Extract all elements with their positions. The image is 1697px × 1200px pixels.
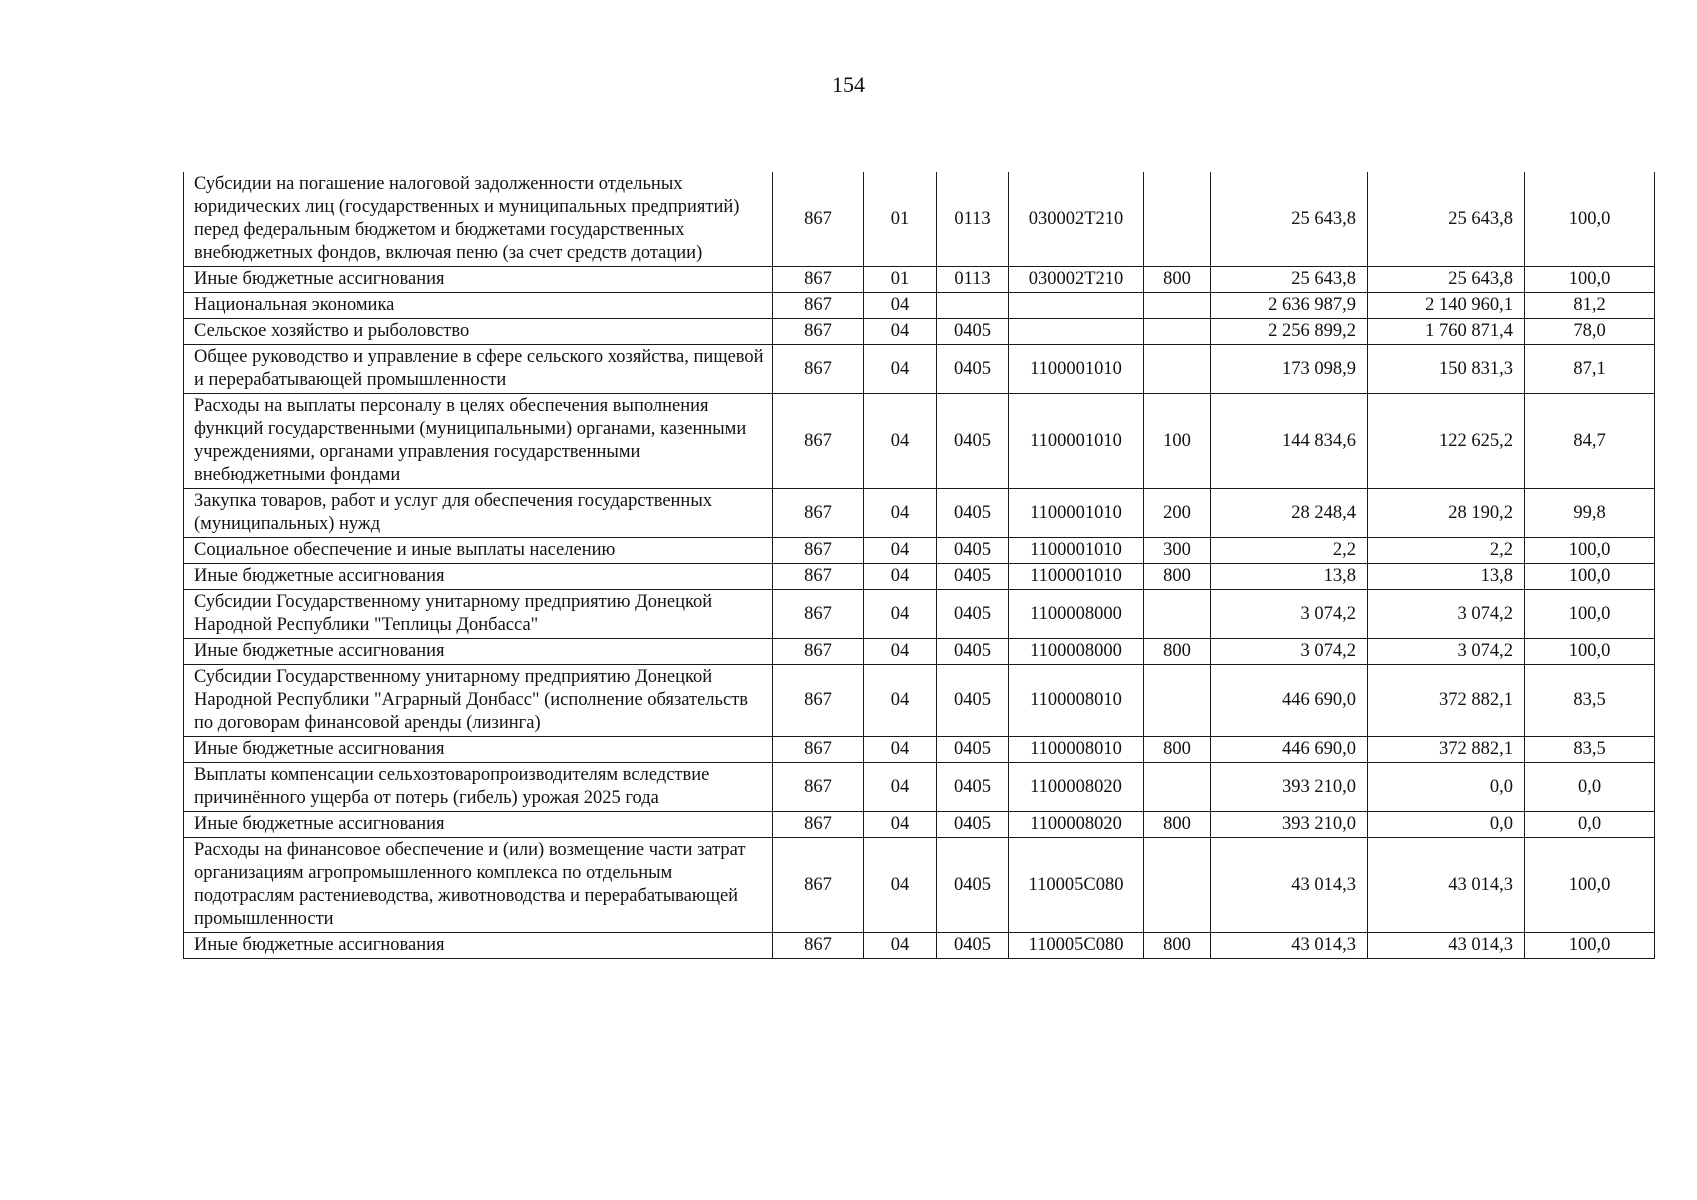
ministry-code: 867 [773,564,864,590]
executed-amount: 13,8 [1368,564,1525,590]
table-row [184,564,1655,590]
execution-percent: 87,1 [1525,345,1655,394]
target-article-code: 1100001010 [1009,345,1144,394]
section-code: 04 [864,394,937,489]
table-row [184,665,1655,737]
target-article-code: 1100008010 [1009,737,1144,763]
executed-amount: 122 625,2 [1368,394,1525,489]
executed-amount: 0,0 [1368,812,1525,838]
section-code: 04 [864,812,937,838]
executed-amount: 3 074,2 [1368,639,1525,665]
executed-amount: 25 643,8 [1368,267,1525,293]
table-row [184,639,1655,665]
planned-amount: 28 248,4 [1211,489,1368,538]
table-row [184,172,1655,267]
planned-amount: 173 098,9 [1211,345,1368,394]
planned-amount: 446 690,0 [1211,737,1368,763]
execution-percent: 100,0 [1525,838,1655,933]
executed-amount: 25 643,8 [1368,172,1525,267]
expense-type-code [1144,319,1211,345]
executed-amount: 43 014,3 [1368,933,1525,959]
execution-percent: 100,0 [1525,933,1655,959]
table-row [184,345,1655,394]
planned-amount: 393 210,0 [1211,763,1368,812]
execution-percent: 78,0 [1525,319,1655,345]
expense-type-code: 200 [1144,489,1211,538]
executed-amount: 43 014,3 [1368,838,1525,933]
executed-amount: 372 882,1 [1368,665,1525,737]
expense-type-code: 800 [1144,812,1211,838]
execution-percent: 100,0 [1525,564,1655,590]
ministry-code: 867 [773,293,864,319]
table-row [184,812,1655,838]
subsection-code: 0113 [937,267,1009,293]
budget-table [183,172,1655,959]
planned-amount: 2,2 [1211,538,1368,564]
item-name: Расходы на выплаты персоналу в целях обеспечения выполнения функций государственными (муниципальными) органами, казенными учреждениями, органами управления государственными внебюджетными фондами [184,394,773,489]
target-article-code: 110005С080 [1009,838,1144,933]
section-code: 04 [864,737,937,763]
subsection-code: 0405 [937,763,1009,812]
execution-percent: 81,2 [1525,293,1655,319]
executed-amount: 2,2 [1368,538,1525,564]
table-row [184,319,1655,345]
expense-type-code [1144,345,1211,394]
target-article-code: 1100001010 [1009,489,1144,538]
target-article-code: 1100001010 [1009,564,1144,590]
expense-type-code [1144,838,1211,933]
item-name: Иные бюджетные ассигнования [184,933,773,959]
table-row [184,933,1655,959]
target-article-code: 1100001010 [1009,538,1144,564]
table-row [184,737,1655,763]
target-article-code [1009,293,1144,319]
ministry-code: 867 [773,267,864,293]
execution-percent: 100,0 [1525,172,1655,267]
section-code: 04 [864,489,937,538]
subsection-code: 0405 [937,639,1009,665]
item-name: Национальная экономика [184,293,773,319]
section-code: 04 [864,564,937,590]
item-name: Иные бюджетные ассигнования [184,267,773,293]
target-article-code: 1100001010 [1009,394,1144,489]
expense-type-code [1144,763,1211,812]
executed-amount: 372 882,1 [1368,737,1525,763]
item-name: Выплаты компенсации сельхозтоваропроизводителям вследствие причинённого ущерба от потерь (гибель) урожая 2025 года [184,763,773,812]
planned-amount: 3 074,2 [1211,590,1368,639]
expense-type-code: 800 [1144,933,1211,959]
planned-amount: 13,8 [1211,564,1368,590]
section-code: 04 [864,590,937,639]
target-article-code: 030002Т210 [1009,267,1144,293]
executed-amount: 1 760 871,4 [1368,319,1525,345]
ministry-code: 867 [773,538,864,564]
execution-percent: 0,0 [1525,763,1655,812]
planned-amount: 25 643,8 [1211,172,1368,267]
subsection-code: 0405 [937,665,1009,737]
planned-amount: 3 074,2 [1211,639,1368,665]
table-row [184,394,1655,489]
planned-amount: 393 210,0 [1211,812,1368,838]
item-name: Иные бюджетные ассигнования [184,564,773,590]
ministry-code: 867 [773,590,864,639]
item-name: Социальное обеспечение и иные выплаты населению [184,538,773,564]
expense-type-code [1144,293,1211,319]
execution-percent: 99,8 [1525,489,1655,538]
ministry-code: 867 [773,639,864,665]
expense-type-code: 100 [1144,394,1211,489]
expense-type-code: 800 [1144,737,1211,763]
table-row [184,590,1655,639]
subsection-code: 0405 [937,319,1009,345]
expense-type-code: 800 [1144,267,1211,293]
executed-amount: 0,0 [1368,763,1525,812]
expense-type-code: 800 [1144,564,1211,590]
expense-type-code [1144,172,1211,267]
planned-amount: 144 834,6 [1211,394,1368,489]
ministry-code: 867 [773,172,864,267]
section-code: 04 [864,838,937,933]
execution-percent: 100,0 [1525,538,1655,564]
ministry-code: 867 [773,933,864,959]
execution-percent: 100,0 [1525,267,1655,293]
executed-amount: 28 190,2 [1368,489,1525,538]
subsection-code: 0405 [937,838,1009,933]
planned-amount: 2 256 899,2 [1211,319,1368,345]
ministry-code: 867 [773,345,864,394]
planned-amount: 2 636 987,9 [1211,293,1368,319]
execution-percent: 100,0 [1525,590,1655,639]
subsection-code: 0405 [937,564,1009,590]
planned-amount: 446 690,0 [1211,665,1368,737]
table-row [184,293,1655,319]
section-code: 04 [864,319,937,345]
page-number: 154 [832,72,865,97]
table-row [184,267,1655,293]
expense-type-code [1144,665,1211,737]
target-article-code: 1100008010 [1009,665,1144,737]
item-name: Субсидии на погашение налоговой задолженности отдельных юридических лиц (государственных и муниципальных предприятий) перед федеральным бюджетом и бюджетами государственных внебюджетных фондов, включая пеню (за счет средств дотации) [184,172,773,267]
target-article-code: 110005С080 [1009,933,1144,959]
execution-percent: 84,7 [1525,394,1655,489]
ministry-code: 867 [773,737,864,763]
subsection-code: 0405 [937,394,1009,489]
section-code: 04 [864,538,937,564]
subsection-code: 0405 [937,345,1009,394]
ministry-code: 867 [773,812,864,838]
subsection-code [937,293,1009,319]
expense-type-code: 800 [1144,639,1211,665]
executed-amount: 150 831,3 [1368,345,1525,394]
section-code: 04 [864,763,937,812]
execution-percent: 100,0 [1525,639,1655,665]
subsection-code: 0405 [937,812,1009,838]
ministry-code: 867 [773,489,864,538]
target-article-code: 1100008020 [1009,763,1144,812]
table-body [184,172,1655,959]
planned-amount: 43 014,3 [1211,838,1368,933]
table-row [184,838,1655,933]
ministry-code: 867 [773,838,864,933]
section-code: 04 [864,665,937,737]
section-code: 04 [864,639,937,665]
subsection-code: 0405 [937,737,1009,763]
item-name: Субсидии Государственному унитарному предприятию Донецкой Народной Республики "Аграрный Донбасс" (исполнение обязательств по договорам финансовой аренды (лизинга) [184,665,773,737]
item-name: Иные бюджетные ассигнования [184,737,773,763]
target-article-code: 030002Т210 [1009,172,1144,267]
ministry-code: 867 [773,394,864,489]
section-code: 04 [864,345,937,394]
item-name: Закупка товаров, работ и услуг для обеспечения государственных (муниципальных) нужд [184,489,773,538]
table-row [184,538,1655,564]
execution-percent: 83,5 [1525,665,1655,737]
ministry-code: 867 [773,319,864,345]
ministry-code: 867 [773,665,864,737]
execution-percent: 83,5 [1525,737,1655,763]
item-name: Иные бюджетные ассигнования [184,812,773,838]
section-code: 04 [864,933,937,959]
execution-percent: 0,0 [1525,812,1655,838]
target-article-code: 1100008000 [1009,590,1144,639]
subsection-code: 0405 [937,538,1009,564]
subsection-code: 0405 [937,590,1009,639]
item-name: Расходы на финансовое обеспечение и (или) возмещение части затрат организациям агропромышленного комплекса по отдельным подотраслям растениеводства, животноводства и перерабатывающей промышленности [184,838,773,933]
target-article-code [1009,319,1144,345]
executed-amount: 2 140 960,1 [1368,293,1525,319]
ministry-code: 867 [773,763,864,812]
target-article-code: 1100008020 [1009,812,1144,838]
item-name: Субсидии Государственному унитарному предприятию Донецкой Народной Республики "Теплицы Донбасса" [184,590,773,639]
subsection-code: 0405 [937,933,1009,959]
subsection-code: 0113 [937,172,1009,267]
section-code: 04 [864,293,937,319]
section-code: 01 [864,267,937,293]
expense-type-code [1144,590,1211,639]
item-name: Сельское хозяйство и рыболовство [184,319,773,345]
item-name: Общее руководство и управление в сфере сельского хозяйства, пищевой и перерабатывающей промышленности [184,345,773,394]
expense-type-code: 300 [1144,538,1211,564]
item-name: Иные бюджетные ассигнования [184,639,773,665]
table-row [184,489,1655,538]
section-code: 01 [864,172,937,267]
planned-amount: 43 014,3 [1211,933,1368,959]
target-article-code: 1100008000 [1009,639,1144,665]
subsection-code: 0405 [937,489,1009,538]
table-row [184,763,1655,812]
planned-amount: 25 643,8 [1211,267,1368,293]
executed-amount: 3 074,2 [1368,590,1525,639]
